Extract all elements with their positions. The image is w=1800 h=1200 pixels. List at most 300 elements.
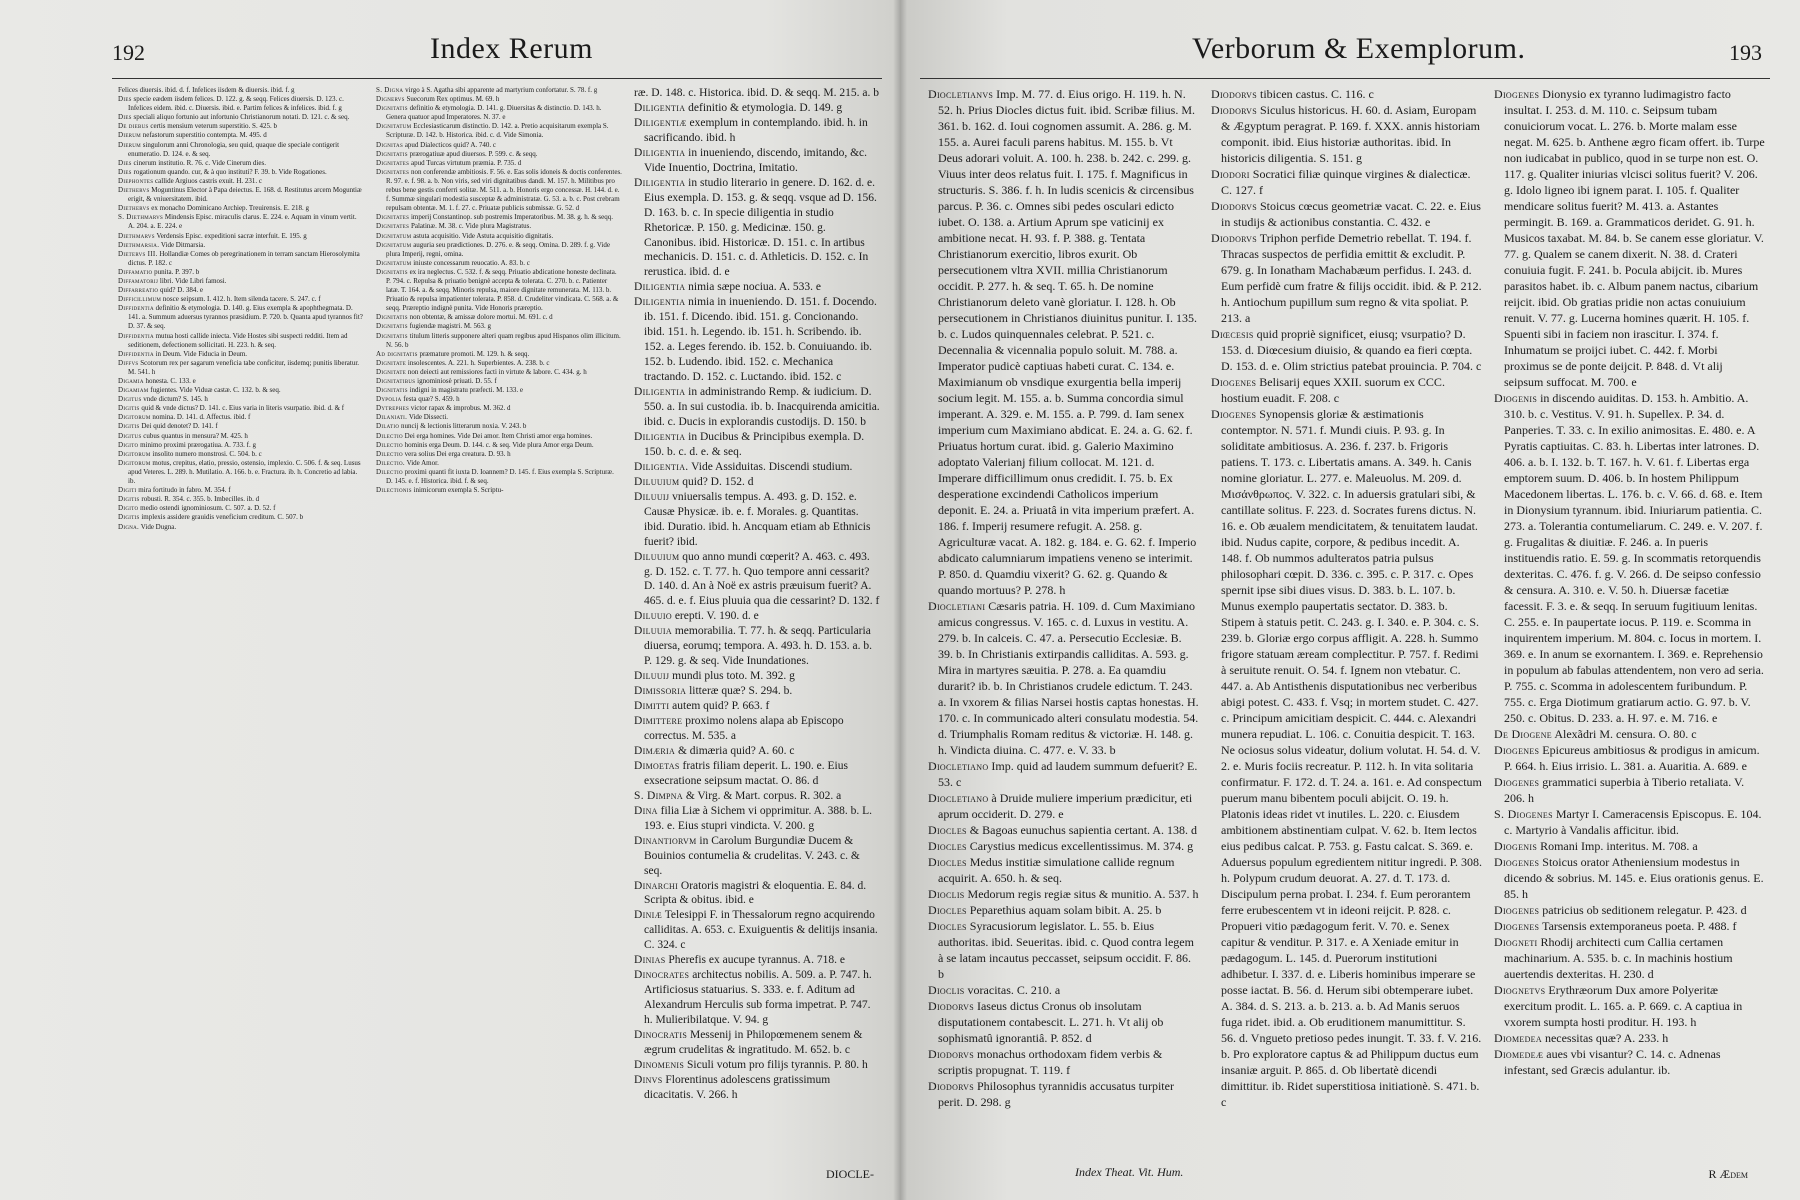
entry-text: Martyr I. Cameracensis Episcopus. E. 104. c. Martyrio à Vandalis afficitur. ibid. bbox=[1504, 807, 1762, 837]
entry-headword: Diocletiano bbox=[928, 759, 989, 773]
index-entry bbox=[634, 550, 880, 610]
index-entry bbox=[376, 468, 622, 486]
entry-text: vniuersalis tempus. A. 493. g. D. 152. e. Causæ Physicæ. ib. e. f. Morales. g. Quantitas. ibid. Duratio. ibid. h. Ancquam etiam ab Ethnicis fuerit? ibid. bbox=[644, 490, 871, 548]
index-entry bbox=[928, 918, 1199, 982]
index-entry bbox=[634, 116, 880, 146]
index-columns-left bbox=[112, 86, 887, 1103]
index-entry bbox=[376, 413, 622, 422]
entry-text: quid propriè significet, eiusq; vsurpatio? D. 153. d. Diœcesium diuisio, & quando ea fieri cœpta. D. 153. d. e. Olim strictius patebat prouincia. P. 704. c bbox=[1221, 327, 1482, 373]
entry-headword: Diomedea bbox=[1494, 1031, 1542, 1045]
index-entry bbox=[634, 699, 880, 714]
entry-text: in Deum. Vide Fiducia in Deum. bbox=[155, 349, 248, 358]
index-entry bbox=[634, 385, 880, 430]
entry-text: auguria seu prædictiones. D. 276. e. & seqq. Omina. D. 289. f. g. Vide plura Imperij, regni, omina. bbox=[386, 240, 610, 258]
index-entry bbox=[376, 441, 622, 450]
entry-headword: S. Diogenes bbox=[1494, 807, 1553, 821]
entry-text: ex ira neglectus. C. 532. f. & seqq. Priuatio abdicatione honeste declinata. P. 794. c. Repulsa & priuatio benignè accepta & tolerata. C. 270. b. c. Patienter latæ. T. 164. a. & seqq. Minoris repulsa, maiore dignitate remunerata. M. 113. b. Priuatio & repulsa impatienter tolerata. P. 858. d. Crudeliter vindicata. C. 568. a. & seqq. Præreptio indignè punita. Vide Honoris præreptio. bbox=[386, 267, 619, 313]
entry-text: memorabilia. T. 77. h. & seqq. Particularia diuersa, eorumq; tempora. A. 493. h. D. 153. a. b. P. 129. g. & seq. Vide Inundationes. bbox=[644, 625, 873, 668]
entry-text: mundi plus toto. M. 392. g bbox=[672, 670, 795, 683]
entry-headword: Digamia bbox=[118, 377, 144, 385]
index-entry bbox=[376, 404, 622, 413]
entry-text: Rhodij architecti cum Callia certamen machinarium. A. 535. b. c. In machinis hostium auertendis dexteritas. H. 230. d bbox=[1504, 935, 1733, 981]
index-entry bbox=[634, 624, 880, 669]
entry-text: præmature promoti. M. 129. h. & seqq. bbox=[419, 349, 530, 358]
index-entry bbox=[376, 322, 622, 331]
entry-text: Alexãdri M. censura. O. 80. c bbox=[1554, 727, 1697, 741]
index-entry bbox=[634, 834, 880, 879]
entry-text: Vide Ditmarsia. bbox=[160, 240, 206, 249]
entry-headword: Diogenes bbox=[1494, 87, 1540, 101]
entry-headword: Digito bbox=[118, 440, 139, 449]
index-entry bbox=[118, 395, 364, 404]
index-entry bbox=[376, 395, 622, 404]
index-entry bbox=[118, 250, 364, 268]
index-entry bbox=[928, 998, 1199, 1046]
index-entry bbox=[118, 386, 364, 395]
index-entry bbox=[634, 475, 880, 490]
entry-headword: Diephontes bbox=[118, 176, 154, 185]
index-entry bbox=[118, 141, 364, 159]
index-entry bbox=[634, 789, 880, 804]
entry-text: in administrando Remp. & iudicium. D. 550. a. In sui custodia. ib. b. Inacquirenda amicitia. ibid. c. Ducis in explorandis custodijs. D. 150. b bbox=[644, 386, 880, 428]
index-entry bbox=[1494, 918, 1765, 934]
index-entry bbox=[376, 95, 622, 104]
index-entry bbox=[634, 714, 880, 744]
index-entry bbox=[1211, 86, 1482, 102]
entry-headword: Diogenes bbox=[1211, 407, 1257, 421]
entry-text: cinerum institutio. R. 76. c. Vide Cinerum dies. bbox=[133, 158, 266, 167]
index-entry bbox=[118, 186, 364, 204]
entry-text: Messenij in Philopœmenem senem & ægrum crudelitas & ingratitudo. M. 652. b. c bbox=[644, 1029, 863, 1056]
index-entry bbox=[634, 430, 880, 460]
index-entry bbox=[118, 177, 364, 186]
entry-text: Vide Amor. bbox=[406, 458, 439, 467]
entry-headword: S. Diethmarvs bbox=[118, 213, 164, 222]
index-entry bbox=[118, 459, 364, 486]
index-entry bbox=[118, 268, 364, 277]
entry-headword: Dignitatibus bbox=[376, 377, 416, 385]
entry-headword: Dimissoria bbox=[634, 685, 687, 698]
entry-headword: Digitis bbox=[118, 513, 140, 522]
entry-text: hominis erga Deum. D. 144. c. & seq. Vide plura Amor erga Deum. bbox=[404, 440, 594, 449]
index-entry bbox=[118, 441, 364, 450]
index-entry bbox=[118, 295, 364, 304]
entry-headword: Diligentia bbox=[634, 430, 686, 443]
entry-text: definitio & etymologia. D. 140. g. Eius exempla & apophthegmata. D. 141. a. Summum aduersus tyrannos præsidium. P. 720. b. Quanta apud tyrannos fit? D. 37. & seq. bbox=[128, 304, 363, 331]
entry-text: insolito numero monstrosi. C. 504. b. c bbox=[152, 449, 262, 458]
entry-headword: Diligentia. bbox=[634, 460, 689, 473]
entry-text: proximi quanti fit iuxta D. Ioannem? D. 145. f. Eius exempla S. Scripturæ. D. 145. e. f. Historica. ibid. f. & seq. bbox=[386, 467, 614, 486]
entry-headword: Diethervs bbox=[118, 186, 150, 195]
entry-text: virgo à S. Agatha sibi apparente ad martyrium confortatur. S. 78. f. g bbox=[405, 86, 598, 94]
index-entry bbox=[118, 122, 364, 131]
entry-headword: Diligentia bbox=[634, 386, 686, 399]
entry-headword: Dilectionis bbox=[376, 486, 412, 495]
index-entry bbox=[634, 86, 880, 101]
index-entry bbox=[118, 113, 364, 122]
index-entry bbox=[376, 486, 622, 495]
entry-headword: Diluuio bbox=[634, 610, 672, 623]
index-entry bbox=[376, 368, 622, 377]
entry-text: quid? D. 384. e bbox=[159, 286, 203, 295]
entry-headword: Digitorum bbox=[118, 413, 151, 422]
entry-headword: De diebus bbox=[118, 122, 149, 131]
entry-text: cubus quantus in mensura? M. 425. h bbox=[143, 431, 248, 440]
index-entry bbox=[634, 176, 880, 281]
index-entry bbox=[118, 523, 364, 532]
entry-headword: Dilectio bbox=[376, 449, 403, 458]
entry-headword: Dignitatis bbox=[376, 331, 408, 340]
index-entry bbox=[376, 222, 622, 231]
entry-headword: Diethervs bbox=[118, 204, 150, 213]
entry-headword: Dignitate bbox=[376, 358, 407, 367]
entry-headword: Diluuij bbox=[634, 490, 670, 503]
entry-headword: Dinias bbox=[634, 954, 666, 967]
index-entry bbox=[634, 280, 880, 295]
index-entry bbox=[376, 268, 622, 313]
entry-text: Carystius medicus excellentissimus. M. 374. g bbox=[969, 839, 1194, 853]
index-entry bbox=[376, 332, 622, 350]
entry-headword: S. Digna bbox=[376, 86, 404, 94]
entry-text: prærogatiuæ apud diuersos. P. 599. c. & seqq. bbox=[409, 149, 538, 158]
entry-headword: Diffidentia bbox=[118, 331, 154, 340]
entry-headword: Diocles bbox=[928, 919, 967, 933]
entry-text: litteræ quæ? S. 294. b. bbox=[689, 685, 793, 698]
entry-headword: Diocles bbox=[928, 839, 967, 853]
entry-text: nosce seipsum. I. 412. h. Item silenda tacere. S. 247. c. f bbox=[162, 295, 321, 304]
entry-headword: Dignitatum bbox=[376, 258, 412, 267]
entry-text: Ecclesiasticarum distinctio. D. 142. a. Pretio acquisitarum exempla S. Scripturæ. D. 142. b. Historica. ibid. c. d. Vide Simonia. bbox=[386, 122, 609, 140]
entry-text: Synopensis gloriæ & æstimationis contemptor. N. 571. f. Mundi ciuis. P. 93. g. In soliditate ambitiosus. A. 236. f. 237. b. Frigoris patiens. T. 173. c. Libertatis amans. A. 349. h. Canis nomine gloriatur. L. 277. e. Maleuolus. M. 209. d. Μισάνθρωπος. V. 322. c. In aduersis gratulari sibi, & cantillate solitus. F. 223. d. Socrates furens dictus. N. 16. e. Ob æualem mendicitatem, & tenuitatem laudat. ibid. Nudus capite, corpore, & pedibus incedit. A. 148. f. Ob nummos adulteratos patria pulsus philosophari cœpit. D. 336. c. 395. c. P. 317. c. Opes spernit ipse sibi diues visus. D. 383. b. L. 107. b. Munus exemplo paupertatis sectator. D. 383. b. Stipem à statuis petit. C. 243. g. I. 340. e. P. 304. c. S. 239. b. Gloriæ ergo corpus affligit. A. 228. h. Summo frigore statuam æream complectitur. P. 757. f. Redimi à seruitute renuit. O. 54. f. Ignem non vtebatur. C. 447. a. Ab Antisthenis disputationibus nec verberibus abigi potest. C. 433. f. Vsq; in mortem studet. C. 427. c. Principum amicitiam despicit. C. 444. c. Alexandri munera repudiat. L. 106. c. Conuitia despicit. T. 163. Ne ociosus solus videatur, dolium volutat. H. 54. d. V. 2. e. Muris fociis recreatur. P. 112. h. In vita solitaria confirmatur. F. 172. d. T. 24. a. 161. e. Ad conspectum puerum manu bibentem poculi abijcit. O. 19. h. Platonis ideas ridet vt inutiles. L. 220. c. Eiusdem ambitionem abstinentiam culpat. V. 62. b. Item lectos eius pedibus calcat. P. 753. g. Fastu calcat. S. 369. e. Aduersus populum egredientem nititur ingredi. P. 308. h. Polypum crudum deuorat. A. 27. d. T. 173. d. Discipulum perna probat. I. 234. f. Eum perorantem ferre erubescentem vt in ideoni reijcit. P. 828. c. Propueri vitio pædagogum ferit. V. 70. e. Senex capitur & venditur. P. 317. e. A Xeniade emitur in pædagogum. L. 145. d. Puerorum institutioni adhibetur. I. 337. d. e. Liberis hominibus imperare se posse iactat. B. 56. d. Herum sibi obtemperare iubet. A. 384. d. S. 213. a. b. 213. a. b. Ad Manis seruos fuga ridet. ibid. a. Ob eruditionem manumittitur. S. 56. d. Vngueto pretioso pedes inungit. T. 33. f. V. 216. b. Pro exploratore captus & ad Philippum ductus eum insaniæ arguit. P. 865. d. Ob libertatè dicendi dimittitur. ib. Ridet superstitiosa initiationè. S. 471. b. c bbox=[1221, 407, 1482, 1109]
entry-text: Medorum regis regiæ situs & munitio. A. 537. h bbox=[967, 887, 1199, 901]
entry-text: apud Turcas virtutum præmia. P. 735. d bbox=[410, 158, 522, 167]
entry-text: mira fortitudo in fabro. M. 354. f bbox=[138, 486, 231, 495]
index-entry bbox=[376, 159, 622, 168]
index-entry bbox=[1211, 166, 1482, 198]
entry-text: Peparethius aquam solam bibit. A. 25. b bbox=[969, 903, 1162, 917]
entry-headword: Dinocrates bbox=[634, 969, 690, 982]
index-entry bbox=[118, 332, 364, 350]
entry-text: Suecorum Rex optimus. M. 69. h bbox=[406, 95, 500, 104]
entry-text: quid? D. 152. d bbox=[682, 475, 754, 488]
entry-headword: Dies bbox=[118, 95, 132, 104]
index-entry bbox=[118, 350, 364, 359]
entry-headword: Dilectio bbox=[376, 467, 403, 476]
entry-text: nimia sæpe nociua. A. 533. e bbox=[688, 281, 822, 294]
entry-text: inimicorum exempla S. Scriptu- bbox=[413, 486, 504, 495]
entry-headword: Diffidentia bbox=[118, 304, 154, 313]
entry-headword: Dinantiorvm bbox=[634, 834, 697, 847]
entry-headword: Diogenes bbox=[1494, 919, 1540, 933]
entry-headword: Diniæ bbox=[634, 909, 663, 922]
entry-text: Medus institiæ simulatione callide regnum acquirit. A. 650. h. & seq. bbox=[938, 855, 1175, 885]
entry-text: & Virg. & Mart. corpus. R. 302. a bbox=[685, 789, 842, 802]
index-entry bbox=[118, 286, 364, 295]
entry-text: Hollandiæ Comes ob peregrinationem in terram sanctam Hierosolymita dictus. P. 182. c bbox=[128, 249, 360, 267]
entry-text: in Carolum Burgundiæ Ducem & Bouinios contumelia & crudelitas. V. 243. c. & seq. bbox=[644, 834, 860, 877]
entry-text: fugiendæ magistri. M. 563. g bbox=[409, 322, 492, 331]
index-entry bbox=[376, 259, 622, 268]
entry-headword: Dignitatis bbox=[376, 386, 408, 395]
index-column bbox=[112, 86, 370, 1103]
entry-headword: Diethmarsia. bbox=[118, 240, 160, 249]
index-entry bbox=[376, 450, 622, 459]
header-rule-left bbox=[112, 78, 882, 79]
index-entry bbox=[634, 490, 880, 550]
entry-headword: Diligentia bbox=[634, 281, 686, 294]
entry-text: ignominiosè priuati. D. 55. f bbox=[417, 377, 497, 385]
index-entry bbox=[376, 241, 622, 259]
entry-text: tibicen castus. C. 116. c bbox=[1259, 87, 1374, 101]
entry-text: Cæsaris patria. H. 109. d. Cum Maximiano amicus congressus. V. 165. c. d. Luxus in vestitu. A. 279. b. In calceis. C. 47. a. Persecutio Ecclesiæ. B. 39. b. In Christianis extirpandis calliditas. A. 593. g. Mira in martyres sæuitia. P. 278. a. Ea quamdiu durarit? ib. b. In Christianos crudele edictum. T. 243. a. In vxorem & filias Narsei hostis captas honestas. H. 170. c. In communicado alteri consulatu modestia. 54. d. Triumphalis Romam reditus & victoriæ. H. 148. g. h. Vindicta diuina. C. 477. e. V. 33. b bbox=[938, 599, 1199, 757]
entry-headword: Diogneti bbox=[1494, 935, 1538, 949]
index-entry bbox=[376, 232, 622, 241]
index-entry bbox=[634, 1073, 880, 1103]
running-head-left: Index Rerum bbox=[430, 32, 593, 65]
entry-headword: Diodori bbox=[1211, 167, 1250, 181]
index-entry bbox=[928, 790, 1199, 822]
entry-text: imperij Constantinop. sub postremis Imperatoribus. M. 38. g. h. & seqq. bbox=[410, 213, 613, 222]
entry-headword: Dignitatis bbox=[376, 104, 408, 113]
entry-headword: Digiti bbox=[118, 486, 137, 495]
entry-text: Telesippi F. in Thessalorum regno acquirendo calliditas. A. 653. c. Exuiguentis & delitijs insania. C. 324. c bbox=[644, 909, 878, 952]
running-head-right: Verborum & Exemplorum. bbox=[1192, 32, 1526, 65]
entry-headword: Dignitatum bbox=[376, 122, 412, 131]
index-entry bbox=[118, 404, 364, 413]
index-entry bbox=[118, 204, 364, 213]
entry-text: Scotorum rex per sagarum veneficia tabe conficitur, iisdemq; punitis liberatur. M. 541. h bbox=[128, 358, 360, 376]
entry-headword: Dies bbox=[118, 167, 132, 176]
entry-headword: Diodorvs bbox=[1211, 103, 1257, 117]
index-entry bbox=[1494, 806, 1765, 838]
entry-text: Imp. M. 77. d. Eius origo. H. 119. h. N. 52. h. Prius Diocles dictus fuit. ibid. Scribæ filius. M. 361. b. 162. d. Ioui cognomen assumit. A. 286. g. M. 155. a. Aurei faculi parens habitus. M. 155. b. Vt Deus adorari voluit. A. 100. h. 238. b. 242. c. 299. g. Viuus inter deos relatus fuit. I. 175. f. Magnificus in structuris. S. 386. f. h. In ludis scenicis & circensibus parcus. P. 36. c. Omnes sibi pedes osculari edicto iubet. O. 138. a. Artium Aprum spe vaticinij ex ambitione necat. H. 93. f. P. 388. g. Tentata Christianorum exercitio, libros exurit. Ob persecutionem vltra XVII. millia Christianorum occidit. P. 277. h. & seq. T. 65. h. De nomine Christianorum deleto vanè gloriatur. I. 128. h. Ob persecutionem in Christianos diuinitus punitur. I. 135. b. c. Ludos quinquennales celebrat. P. 521. c. Decennalia & vicennalia populo soluit. M. 788. a. Imperator pudicè captiuas habeti curat. C. 134. e. Maximianum ob vnsdique exurgentia bella imperij socium legit. M. 155. a. b. Summa concordia simul imperant. A. 329. e. M. 155. a. P. 799. d. Iam senex imperium cum Maximiano abdicat. E. 24. a. G. 62. f. Priuatus hortum curat. ibid. g. Galerio Maximino adoptato Valerianj filium collocat. M. 121. d. Imperare difficillimum onus credidit. I. 75. b. Ex desperatione excindendi Catholicos imperium deponit. E. 24. a. Priuatâ in vita imperium præfert. A. 186. f. Imperij resumere refugit. A. 258. g. Agriculturæ vacat. A. 182. g. 184. e. G. 62. f. Imperio abdicato calumniarum impatiens veneno se interimit. P. 850. d. Quamdiu vixerit? G. 62. g. Quando & quando mortuus? P. 278. h bbox=[938, 87, 1197, 597]
index-entry bbox=[634, 968, 880, 1028]
entry-headword: Dilaniati. bbox=[376, 413, 408, 422]
entry-headword: Dytrephes bbox=[376, 404, 410, 413]
index-entry bbox=[118, 486, 364, 495]
entry-text: singulorum anni Chronologia, seu quid, quaque die speciale contigerit enumeratio. D. 124. e. & seq. bbox=[128, 140, 340, 158]
entry-headword: Diogenis bbox=[1494, 391, 1538, 405]
entry-text: à Druide muliere imperium prædicitur, eti aprum occiderit. D. 279. e bbox=[938, 791, 1193, 821]
entry-text: libri. Vide Libri famosi. bbox=[159, 276, 227, 285]
index-entry bbox=[634, 879, 880, 909]
entry-text: Vide Dugna. bbox=[140, 522, 177, 531]
entry-headword: Dignitates bbox=[376, 213, 410, 222]
entry-text: implexis assidere grauidis veneficium creditum. C. 507. b bbox=[141, 513, 304, 522]
entry-headword: Digito bbox=[118, 504, 139, 513]
entry-headword: Diligentia bbox=[634, 146, 686, 159]
entry-headword: Digitus bbox=[118, 431, 142, 440]
index-entry bbox=[376, 104, 622, 122]
index-entry bbox=[376, 86, 622, 95]
entry-text: ræ. D. 148. c. Historica. ibid. D. & seqq. M. 215. a. b bbox=[634, 87, 879, 99]
entry-text: Belisarij eques XXII. suorum ex CCC. hostium euadit. F. 208. c bbox=[1221, 375, 1445, 405]
entry-headword: Dilectio. bbox=[376, 458, 405, 467]
entry-headword: Diodorvs bbox=[928, 1047, 974, 1061]
entry-text: nuncij & lectionis litterarum noxia. V. 243. b bbox=[401, 422, 527, 431]
entry-text: in inueniendo, discendo, imitando, &c. Vide Inuentio, Doctrina, Imitatio. bbox=[644, 146, 868, 174]
entry-text: quo anno mundi cœperit? A. 463. c. 493. g. D. 152. c. T. 77. h. Quo tempore anni cessarit? D. 140. d. An à Noë ex astris præuisum fuerit? A. 465. d. e. f. Eius pluuia qua die cessarint? D. 132. f bbox=[644, 550, 880, 608]
index-entry bbox=[634, 744, 880, 759]
entry-text: Oratoris magistri & eloquentia. E. 84. d. Scripta & obitus. ibid. e bbox=[644, 879, 867, 907]
entry-text: Epicureus ambitiosus & prodigus in amicum. P. 664. h. Eius irrisio. L. 381. a. Auaritia. A. 689. e bbox=[1504, 743, 1760, 773]
index-entry bbox=[118, 95, 364, 113]
index-entry bbox=[118, 232, 364, 241]
index-entry bbox=[376, 150, 622, 159]
entry-headword: Dies bbox=[118, 113, 132, 122]
index-entry bbox=[634, 908, 880, 953]
entry-headword: Diffamatio bbox=[118, 267, 153, 276]
entry-text: speciali aliquo fortunio aut infortunio Christianorum notati. D. 121. c. & seq. bbox=[133, 113, 350, 122]
index-entry bbox=[376, 350, 622, 359]
index-entry bbox=[634, 953, 880, 968]
index-entry bbox=[376, 386, 622, 395]
index-entry bbox=[1494, 934, 1765, 982]
entry-text: indigni in magistratu præfecti. M. 133. e bbox=[409, 386, 523, 395]
entry-headword: Diocletiano bbox=[928, 791, 989, 805]
entry-text: honesta. C. 133. e bbox=[145, 377, 196, 385]
entry-text: nimia in inueniendo. D. 151. f. Docendo. ib. 151. f. Dicendo. ibid. 151. g. Concionando. ibid. 151. h. Legendo. ib. 151. h. Scribendo. ib. 152. a. Leges ferendo. ib. 152. b. Conuiuando. ib. 152. b. Ludendo. ibid. 152. c. Mechanica tractando. D. 152. c. Luctando. ibid. 152. c bbox=[644, 296, 877, 384]
entry-headword: Diodorvs bbox=[1211, 199, 1257, 213]
entry-headword: Diligentia bbox=[634, 296, 686, 309]
entry-text: specie eædem iisdem felices. D. 122. g. & seqq. Felices diuersis. D. 123. c. Infelices eidem. ibid. c. Diuersis. ibid. e. Partim felices & infelices. ibid. f. g bbox=[128, 95, 344, 113]
index-entry bbox=[1494, 982, 1765, 1030]
entry-headword: Dinarchi bbox=[634, 879, 679, 892]
index-entry bbox=[1211, 326, 1482, 374]
entry-text: proximo nolens alapa ab Episcopo correctus. M. 535. a bbox=[644, 715, 844, 742]
index-entry bbox=[1494, 726, 1765, 742]
index-column bbox=[370, 86, 628, 1103]
entry-text: definitio & etymologia. D. 141. g. Diuersitas & distinctio. D. 143. h. Genera quatuor apud Imperatores. N. 37. e bbox=[386, 104, 602, 122]
index-column bbox=[1205, 86, 1488, 1110]
entry-headword: Diethmarvs bbox=[118, 231, 155, 240]
entry-headword: Dignitatis bbox=[376, 322, 408, 331]
entry-headword: Diluuium bbox=[634, 475, 680, 488]
entry-text: victor rapax & improbus. M. 362. d bbox=[410, 404, 511, 413]
entry-headword: Dignitatis bbox=[376, 149, 408, 158]
entry-headword: Digitis bbox=[118, 422, 140, 431]
entry-text: in Ducibus & Principibus exempla. D. 150. b. c. d. e. & seq. bbox=[644, 430, 865, 458]
entry-text: Siculus historicus. H. 60. d. Asiam, Europam & Ægyptum peragrat. P. 169. f. XXX. annis historiam componit. ibid. Eius historiæ authoritas. ibid. In historicis diligentia. S. 151. g bbox=[1221, 103, 1480, 165]
entry-text: punita. P. 397. b bbox=[154, 267, 200, 276]
index-entry bbox=[928, 86, 1199, 598]
entry-text: nefastorum superstitio contempta. M. 495. d bbox=[142, 131, 267, 140]
entry-text: minimo proximi prærogatiua. A. 733. f. g bbox=[140, 440, 257, 449]
index-entry bbox=[1494, 854, 1765, 902]
entry-headword: Diodorvs bbox=[928, 999, 974, 1013]
index-entry bbox=[118, 413, 364, 422]
entry-headword: Diluuia bbox=[634, 625, 672, 638]
entry-headword: Digitorum bbox=[118, 458, 151, 467]
entry-text: vera solius Dei erga creatura. D. 93. h bbox=[404, 449, 511, 458]
entry-headword: Dinocratis bbox=[634, 1029, 688, 1042]
entry-text: Iaseus dictus Cronus ob insolutam disputationem contabescit. L. 271. h. Vt alij ob sophismatû ignorantiâ. P. 852. d bbox=[938, 999, 1164, 1045]
entry-headword: Diffamatorij bbox=[118, 276, 159, 285]
entry-text: robusti. R. 354. c. 355. b. Imbecilles. ib. d bbox=[141, 495, 260, 504]
index-entry bbox=[376, 377, 622, 386]
entry-headword: Digamiam bbox=[118, 386, 149, 395]
entry-headword: Dilectio bbox=[376, 431, 403, 440]
index-entry bbox=[376, 459, 622, 468]
entry-headword: Diligentia bbox=[634, 101, 686, 114]
entry-headword: Dierum bbox=[118, 140, 141, 149]
entry-headword: Dilectio bbox=[376, 440, 403, 449]
entry-headword: Dinvs bbox=[634, 1073, 663, 1086]
entry-headword: Dignitates bbox=[376, 222, 410, 231]
entry-headword: Diligentiæ bbox=[634, 116, 687, 129]
index-entry bbox=[1211, 374, 1482, 406]
index-entry bbox=[118, 450, 364, 459]
entry-text: & dimæria quid? A. 60. c bbox=[677, 744, 795, 757]
entry-headword: Ad dignitatis bbox=[376, 349, 418, 358]
index-entry bbox=[928, 758, 1199, 790]
index-entry bbox=[928, 822, 1199, 838]
entry-text: monachus orthodoxam fidem verbis & scriptis propugnat. T. 119. f bbox=[938, 1047, 1163, 1077]
index-entry bbox=[1494, 742, 1765, 774]
entry-headword: Dimoetas bbox=[634, 759, 680, 772]
index-entry bbox=[118, 504, 364, 513]
entry-text: nomina. D. 141. d. Affectus. ibid. f bbox=[152, 413, 251, 422]
entry-text: Siculi votum pro filijs tyrannis. P. 80. h bbox=[687, 1058, 868, 1071]
entry-text: Vide Dissecti. bbox=[408, 413, 449, 422]
entry-headword: Dies bbox=[118, 158, 132, 167]
entry-headword: Dignitatis bbox=[376, 313, 408, 322]
entry-text: patricius ob seditionem relegatur. P. 423. d bbox=[1542, 903, 1747, 917]
entry-headword: Dina bbox=[634, 804, 658, 817]
entry-text: erepti. V. 190. d. e bbox=[674, 610, 759, 623]
entry-text: necessitas quæ? A. 233. h bbox=[1544, 1031, 1669, 1045]
index-entry bbox=[634, 1028, 880, 1058]
entry-text: Dionysio ex tyranno ludimagistro facto insultat. I. 253. d. M. 110. c. Seipsum tubam conuiciorum vocat. L. 276. b. Morte malam esse negat. M. 625. b. Anthene ægro ficam offert. ib. Turpe non iudicabat in publico, quod in se turpe non est. O. 117. g. Qualiter iniurias vlcisci solitus fuerit? V. 206. g. Idolo ligneo ibi ignem parat. I. 105. f. Qualiter mendicare solitus fuerit? M. 413. a. Astantes permingit. B. 169. a. Grammaticos deridet. G. 91. h. Musicos taxabat. M. 84. b. Se canem esse gloriatur. V. 77. g. Qualem se canem dixerit. N. 38. d. Crateri conuiuia fugit. F. 241. b. Pocula abijcit. ib. Mures parasitos habet. ib. c. Album panem nactus, cibarium reijcit. ibid. Ob gratias pridie non actas conuiuium renuit. V. 77. g. Lucerna homines quærit. H. 105. f. Spuenti sibi in faciem non irascitur. I. 374. f. Inhumatum se proijci iubet. C. 442. f. Morbi proximus se de ponte deijcit. P. 848. d. Vt alij seipsum suffocat. M. 700. e bbox=[1504, 87, 1765, 389]
index-entry bbox=[634, 101, 880, 116]
entry-headword: Diognetvs bbox=[1494, 983, 1546, 997]
index-entry bbox=[928, 886, 1199, 902]
entry-headword: Dimitti bbox=[634, 700, 670, 713]
index-entry bbox=[376, 168, 622, 213]
entry-headword: Digna. bbox=[118, 522, 140, 531]
entry-headword: Dignitates bbox=[376, 167, 410, 176]
entry-text: exemplum in contemplando. ibid. h. in sacrificando. ibid. h bbox=[644, 116, 868, 144]
index-entry bbox=[928, 854, 1199, 886]
entry-text: Pherefis ex aucupe tyrannus. A. 718. e bbox=[668, 954, 845, 967]
index-entry bbox=[1494, 838, 1765, 854]
index-entry bbox=[928, 838, 1199, 854]
entry-text: insolescentes. A. 221. h. Superbientes. A. 238. b. c bbox=[407, 358, 550, 367]
entry-text: Verdensis Episc. expeditioni sacræ interfuit. E. 195. g bbox=[156, 231, 307, 240]
entry-headword: Diocles bbox=[928, 855, 967, 869]
entry-headword: Dignervs bbox=[376, 95, 405, 104]
entry-headword: Digitis bbox=[118, 495, 140, 504]
entry-headword: Diogenes bbox=[1211, 375, 1257, 389]
entry-headword: Dignitas bbox=[376, 140, 404, 149]
index-entry bbox=[928, 1046, 1199, 1078]
entry-text: non deiecti aut remissiores facti in virtute & labore. C. 434. g. h bbox=[407, 367, 587, 376]
entry-headword: Dierum bbox=[118, 131, 141, 140]
entry-text: iniuste concessarum reuocatio. A. 83. b. c bbox=[413, 258, 530, 267]
page-number-right: 193 bbox=[1729, 40, 1762, 65]
entry-headword: Digitorum bbox=[118, 449, 151, 458]
index-entry bbox=[118, 168, 364, 177]
entry-headword: Diocletianvs bbox=[928, 87, 994, 101]
entry-text: Felices diuersis. ibid. d. f. Infelices iisdem & diuersis. ibid. f. g bbox=[118, 86, 295, 94]
entry-headword: Diffidentia bbox=[118, 349, 154, 358]
entry-headword: Diligentia bbox=[634, 176, 686, 189]
index-entry bbox=[376, 313, 622, 322]
entry-text: non obtentæ, & amissæ dolore mortui. M. 691. c. d bbox=[409, 313, 553, 322]
entry-text: certis mensium veterum superstitio. S. 425. b bbox=[150, 122, 277, 131]
index-entry bbox=[118, 304, 364, 331]
entry-text: Palatinæ. M. 38. c. Vide plura Magistratus. bbox=[410, 222, 532, 231]
